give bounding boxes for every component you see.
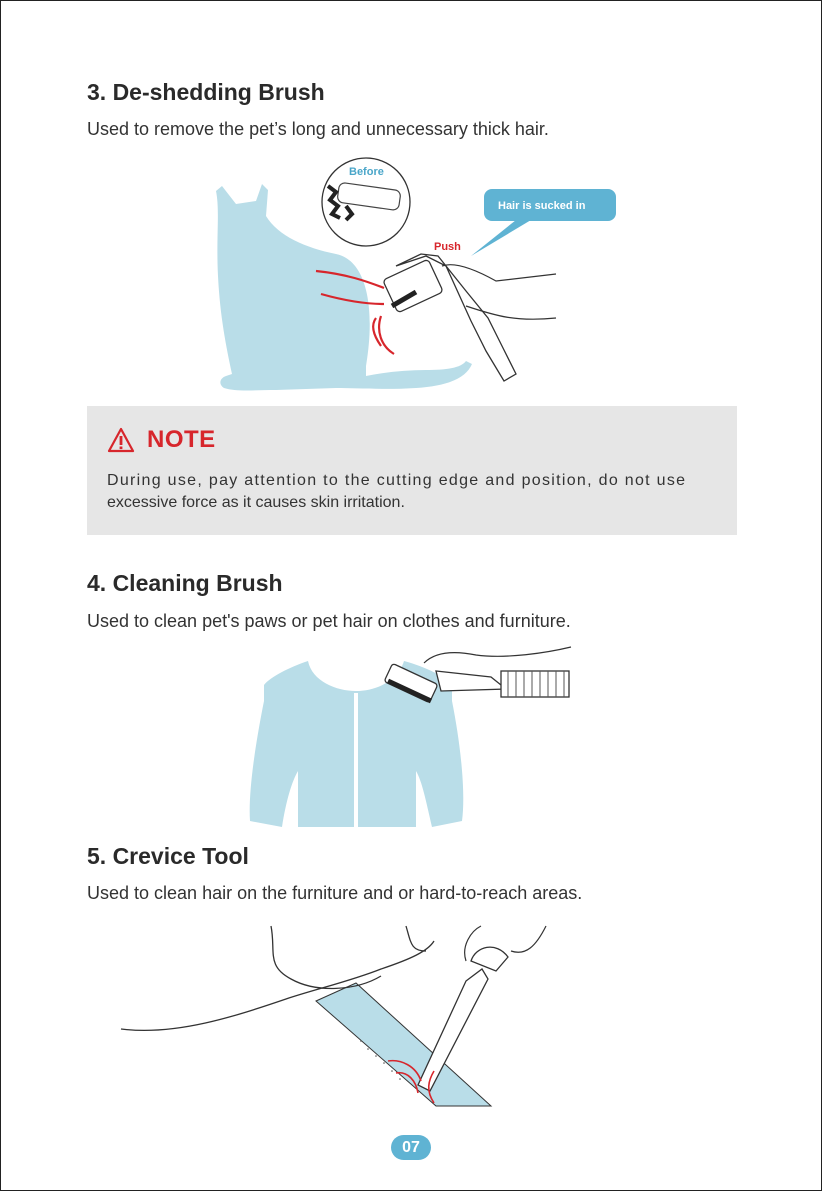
note-box <box>87 406 737 535</box>
page-number-badge: 07 <box>391 1135 431 1160</box>
before-label: Before <box>349 166 384 178</box>
push-label: Push <box>434 241 461 253</box>
deshedding-illustration <box>216 156 636 396</box>
note-body-line1: During use, pay attention to the cutting edge and position, do not use <box>107 472 687 489</box>
note-header <box>107 426 216 454</box>
note-title: NOTE <box>147 426 216 453</box>
crevice-tool-device <box>418 947 508 1091</box>
section-description-deshedding: Used to remove the pet’s long and unnecessary thick hair. <box>87 119 549 139</box>
section-description-crevice-tool: Used to clean hair on the furniture and or hard-to-reach areas. <box>87 883 583 903</box>
crevice-tool-illustration <box>116 921 556 1111</box>
deshedding-device <box>383 254 516 381</box>
bubble-label: Hair is sucked in <box>498 200 586 212</box>
note-body-line2: excessive force as it causes skin irritation. <box>107 494 405 511</box>
warning-triangle-icon <box>107 427 135 453</box>
section-heading-crevice-tool: 5. Crevice Tool <box>87 843 249 869</box>
section-heading-cleaning-brush: 4. Cleaning Brush <box>87 570 283 596</box>
hand-outline-2 <box>424 647 571 663</box>
cleaning-brush-illustration <box>246 641 576 831</box>
note-body <box>107 470 727 514</box>
section-heading-deshedding: 3. De-shedding Brush <box>87 79 325 105</box>
section-description-cleaning-brush: Used to clean pet's paws or pet hair on clothes and furniture. <box>87 611 571 631</box>
